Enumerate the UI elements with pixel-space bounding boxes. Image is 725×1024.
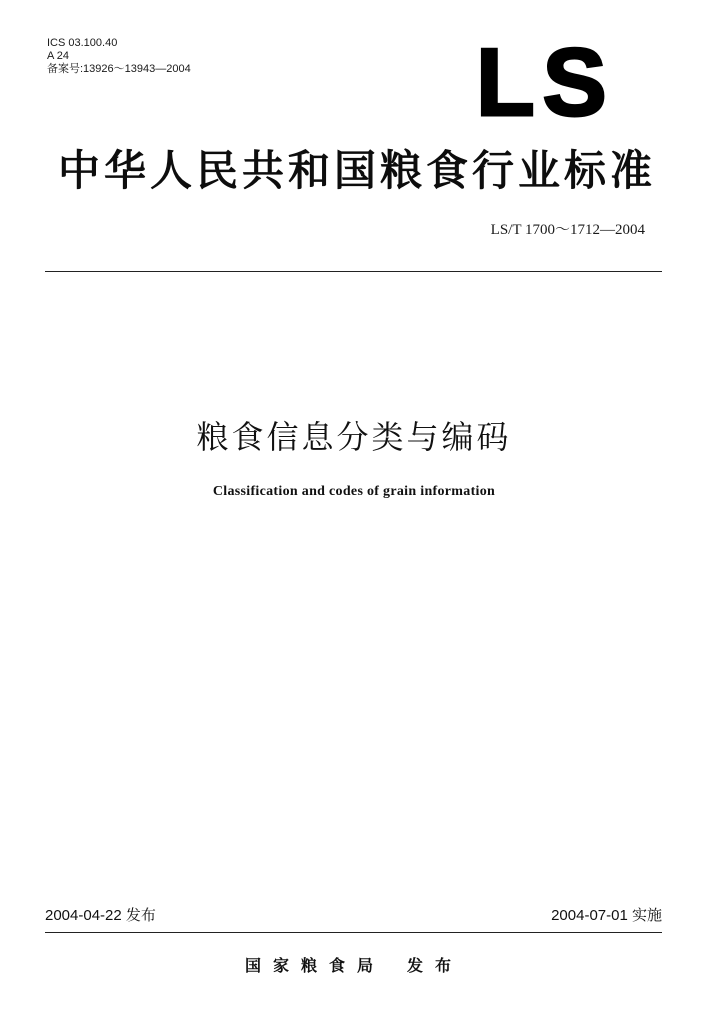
- header-divider: [45, 271, 662, 272]
- issuer-line: [0, 956, 708, 976]
- ccs-number: A 24: [47, 50, 70, 62]
- classification-block: [47, 37, 191, 76]
- ls-logo: LS: [476, 29, 615, 136]
- document-title-zh: 粮食信息分类与编码: [196, 418, 512, 456]
- standard-category-title: 中华人民共和国粮食行业标准: [58, 146, 657, 195]
- filing-number: 备案号:13926～13943—2004: [47, 63, 191, 75]
- issuer-action: 发布: [407, 956, 464, 975]
- issue-date: 2004-04-22 发布: [45, 907, 156, 924]
- standard-code: LS/T 1700～1712—2004: [490, 222, 645, 238]
- issuer-name: 国家粮食局: [244, 956, 385, 975]
- document-title-en: Classification and codes of grain information: [212, 484, 496, 499]
- implementation-date: 2004-07-01 实施: [551, 907, 662, 924]
- footer-divider: [45, 932, 662, 933]
- ics-number: ICS 03.100.40: [47, 37, 118, 49]
